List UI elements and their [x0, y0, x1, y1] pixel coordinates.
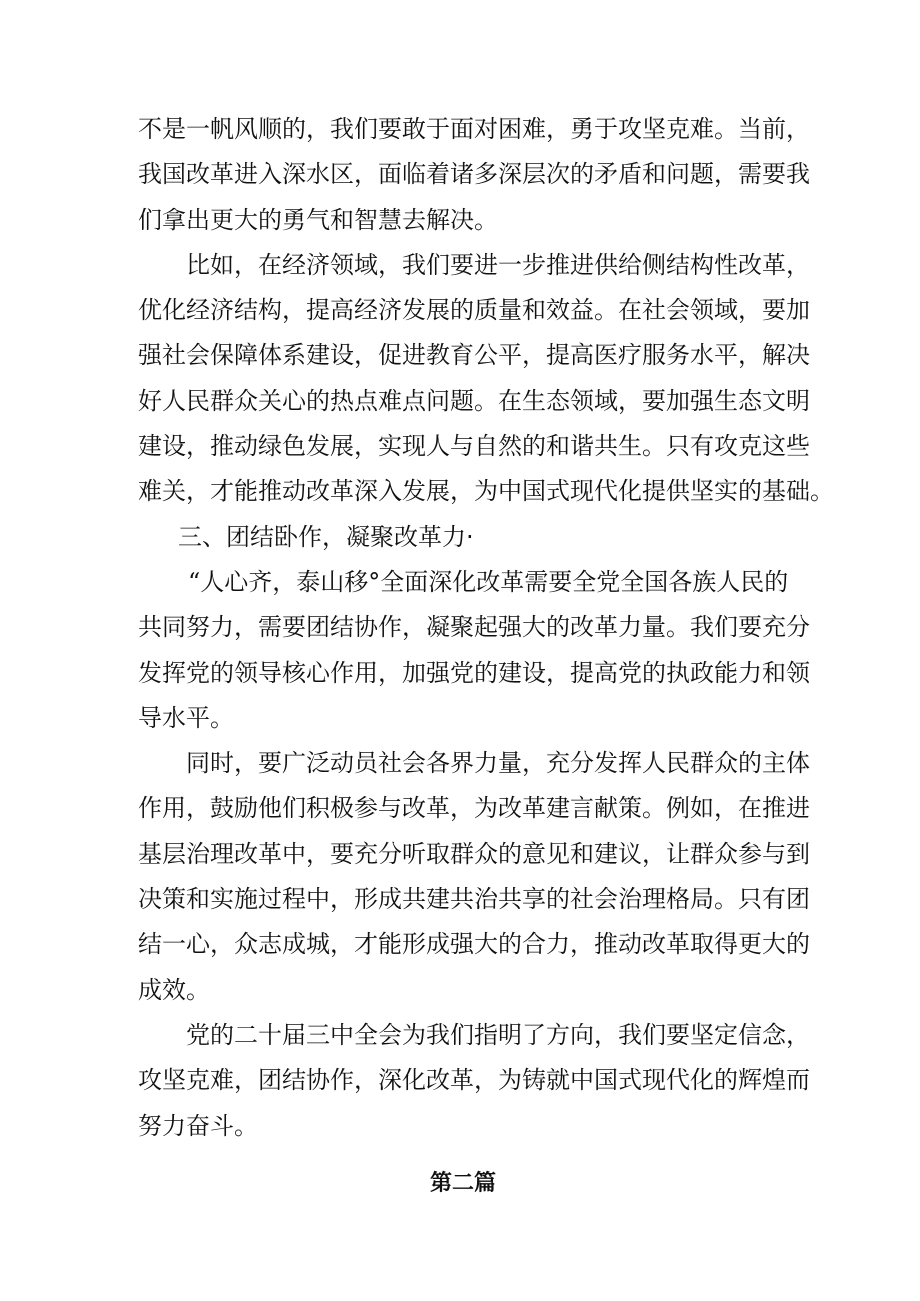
section-heading: 三、团结卧作，凝聚改革力·	[178, 522, 474, 551]
paragraph-1	[138, 107, 810, 243]
text-line: 共同努力，需要团结协作，凝聚起强大的改革力量。我们要充分	[138, 613, 810, 642]
paragraph-2	[138, 243, 834, 515]
text-line: 优化经济结构，提高经济发展的质量和效益。在社会领域，要加	[138, 296, 810, 325]
part-title: 第二篇	[429, 1170, 496, 1196]
text-line: 导水平。	[138, 703, 234, 732]
text-line: 基层治理改革中，要充分听取群众的意见和建议，让群众参与到	[138, 839, 810, 868]
text-line: 不是一帆风顺的，我们要敢于面对困难，勇于攻坚克难。当前，	[138, 115, 810, 143]
text-line: 努力奋斗。	[138, 1111, 258, 1140]
document-body	[138, 107, 834, 1206]
text-line: 强社会保障体系建设，促进教育公平，提高医疗服务水平，解决	[138, 341, 810, 370]
text-line: “人心齐，泰山移°全面深化改革需要全党全国各族人民的	[188, 567, 789, 596]
text-line: 同时，要广泛动员社会各界力量，充分发挥人民群众的主体	[186, 749, 810, 778]
text-line: 好人民群众关心的热点难点问题。在生态领域，要加强生态文明	[138, 386, 810, 415]
text-line: 结一心，众志成城，才能形成强大的合力，推动改革取得更大的	[138, 930, 810, 959]
paragraph-4	[138, 741, 810, 1013]
text-line: 党的二十届三中全会为我们指明了方向，我们要坚定信念，	[186, 1020, 810, 1049]
text-line: 发挥党的领导核心作用，加强党的建设，提高党的执政能力和领	[138, 658, 810, 687]
text-line: 比如，在经济领域，我们要进一步推进供给侧结构性改革，	[186, 250, 810, 279]
text-line: 建设，推动绿色发展，实现人与自然的和谐共生。只有攻克这些	[138, 432, 810, 461]
text-line: 成效。	[138, 975, 210, 1004]
text-line: 我国改革进入深水区，面临着诸多深层次的矛盾和问题，需要我	[138, 160, 810, 189]
text-line: 难关，才能推动改革深入发展，为中国式现代化提供坚实的基础。	[138, 477, 834, 506]
text-line: 攻坚克难，团结协作，深化改革，为铸就中国式现代化的辉煌而	[138, 1066, 810, 1095]
paragraph-3	[138, 560, 810, 741]
text-line: 们拿出更大的勇气和智慧去解决。	[138, 205, 498, 234]
text-line: 决策和实施过程中，形成共建共治共享的社会治理格局。只有团	[138, 885, 810, 914]
paragraph-5	[138, 1013, 810, 1149]
text-line: 作用，鼓励他们积极参与改革，为改革建言献策。例如，在推进	[138, 794, 810, 823]
